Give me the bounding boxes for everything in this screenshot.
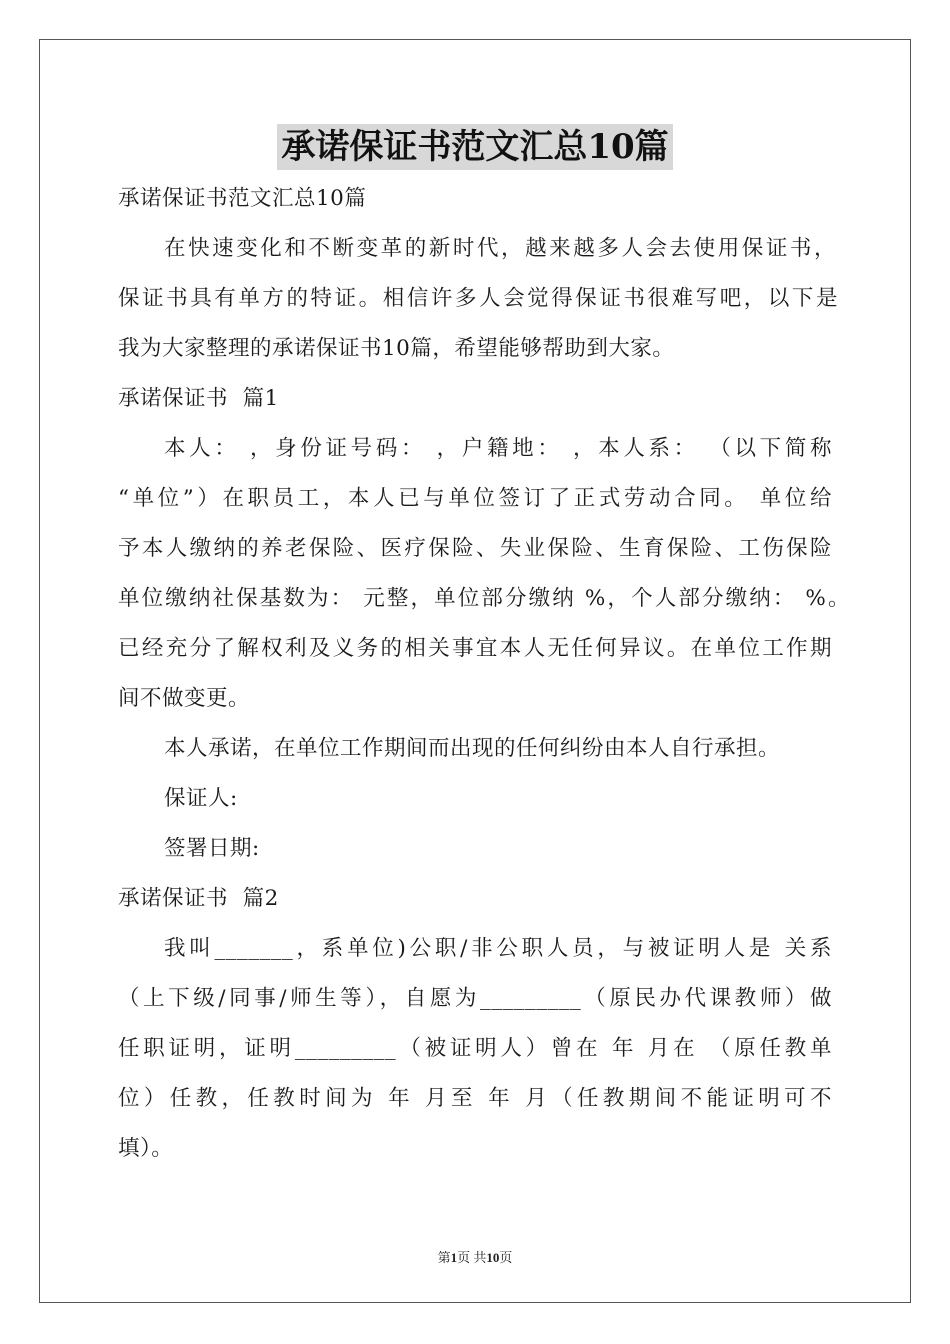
paragraph-line: 本人承诺，在单位工作期间而出现的任何纠纷由本人自行承担。: [164, 736, 781, 761]
guarantor-label: 保证人:: [164, 786, 238, 811]
paragraph-line: 在快速变化和不断变革的新时代，越来越多人会去使用保证书，: [164, 236, 836, 261]
title-container: [0, 124, 950, 170]
footer-page-current: 1: [450, 1250, 458, 1265]
footer-page-total: 10: [486, 1250, 500, 1265]
section-heading-1: 承诺保证书 篇1: [118, 386, 279, 411]
paragraph-line: 予本人缴纳的养老保险、医疗保险、失业保险、生育保险、工伤保险: [118, 536, 832, 561]
paragraph-line: 间不做变更。: [118, 686, 251, 711]
paragraph-line: “单位”）在职员工，本人已与单位签订了正式劳动合同。 单位给: [118, 486, 832, 511]
paragraph-line: 填）。: [118, 1136, 174, 1161]
document-title: 承诺保证书范文汇总10篇: [277, 124, 672, 170]
paragraph-line: 我叫_______，系单位)公职/非公职人员，与被证明人是 关系: [164, 936, 832, 961]
sign-date-label: 签署日期:: [164, 836, 260, 861]
footer-page-mid: 页 共: [457, 1250, 487, 1265]
paragraph-line: 单位缴纳社保基数为： 元整，单位部分缴纳 %，个人部分缴纳： %。: [118, 586, 850, 611]
paragraph-line: 我为大家整理的承诺保证书10篇，希望能够帮助到大家。: [118, 336, 675, 361]
page-footer: [0, 1247, 950, 1266]
paragraph-line: 任职证明，证明_________（被证明人）曾在 年 月在 （原任教单: [118, 1036, 832, 1061]
footer-page-prefix: 第: [437, 1250, 451, 1265]
paragraph-line: 已经充分了解权利及义务的相关事宜本人无任何异议。在单位工作期: [118, 636, 832, 661]
section-heading-2: 承诺保证书 篇2: [118, 886, 279, 911]
footer-page-suffix: 页: [499, 1250, 513, 1265]
paragraph-line: （上下级/同事/师生等），自愿为_________（原民办代课教师）做: [118, 986, 832, 1011]
paragraph-line: 本人： ，身份证号码： ，户籍地： ，本人系： （以下简称: [164, 436, 832, 461]
paragraph-line: 保证书具有单方的特证。相信许多人会觉得保证书很难写吧，以下是: [118, 286, 838, 311]
doc-subtitle: 承诺保证书范文汇总10篇: [118, 186, 367, 211]
paragraph-line: 位）任教，任教时间为 年 月至 年 月（任教期间不能证明可不: [118, 1086, 832, 1111]
